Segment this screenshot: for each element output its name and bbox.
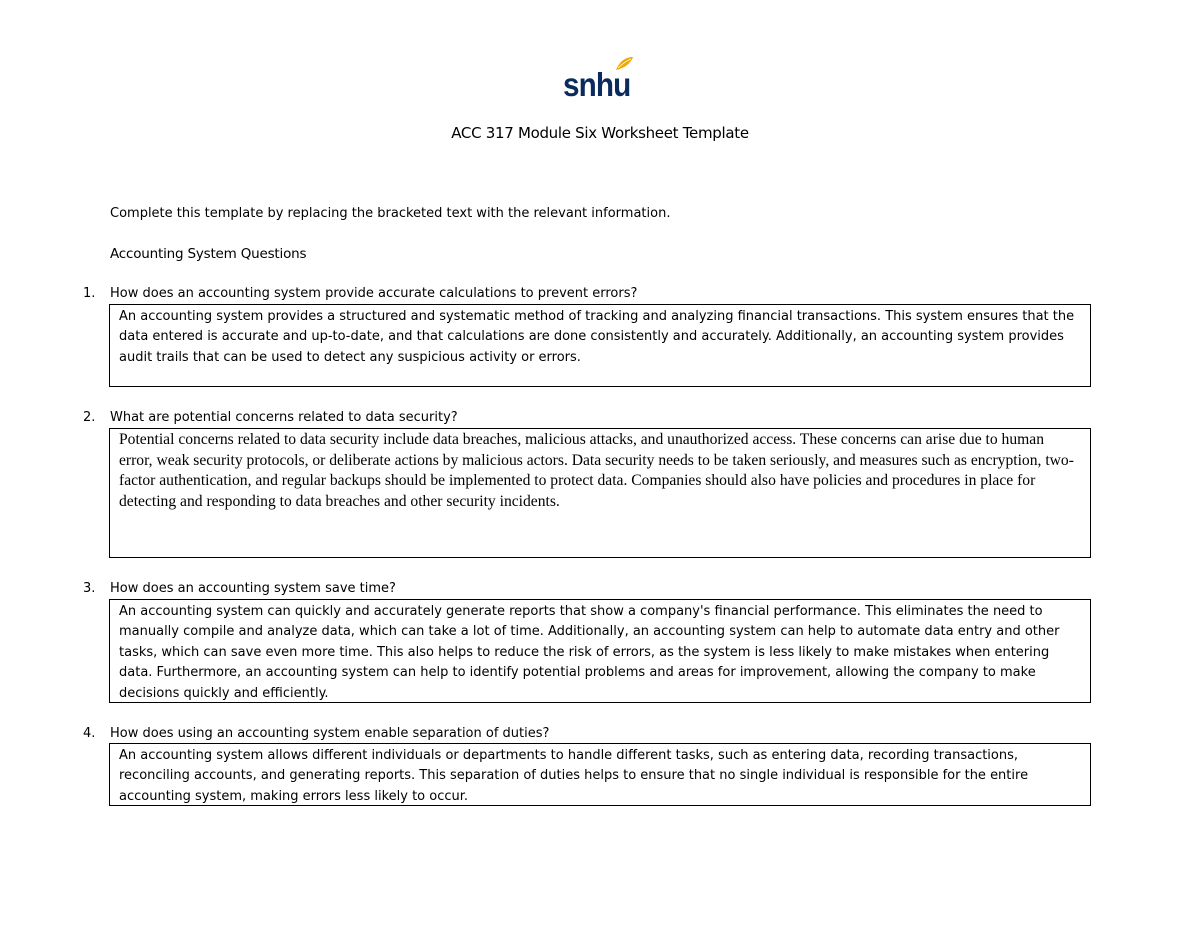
- question-text: How does an accounting system save time?: [110, 581, 396, 596]
- page-title: ACC 317 Module Six Worksheet Template: [451, 124, 749, 142]
- question-number: 4.: [83, 726, 96, 741]
- question-number: 1.: [83, 286, 96, 301]
- question-text: How does an accounting system provide accurate calculations to prevent errors?: [110, 286, 638, 301]
- snhu-logo: [563, 56, 635, 104]
- instructions-text: Complete this template by replacing the bracketed text with the relevant information.: [110, 206, 671, 221]
- answer-box[interactable]: An accounting system provides a structured and systematic method of tracking and analyzing financial transactions. This system ensures that the data entered is accurate and up-to-date, and that calculations are done consistently and accurately. Additionally, an accounting system provides audit trails that can be used to detect any suspicious activity or errors.: [109, 304, 1091, 387]
- answer-box[interactable]: Potential concerns related to data security include data breaches, malicious attacks, and unauthorized access. These concerns can arise due to human error, weak security protocols, or deliberate actions by malicious actors. Data security needs to be taken seriously, and measures such as encryption, two-factor authentication, and regular backups should be implemented to protect data. Companies should also have policies and procedures in place for detecting and responding to data breaches and other security incidents.: [109, 428, 1091, 558]
- question-number: 3.: [83, 581, 96, 596]
- logo-wordmark: snhu: [563, 66, 631, 103]
- section-heading: Accounting System Questions: [110, 246, 307, 262]
- answer-box[interactable]: An accounting system allows different individuals or departments to handle different tasks, such as entering data, recording transactions, reconciling accounts, and generating reports. This separation of duties helps to ensure that no single individual is responsible for the entire accounting system, making errors less likely to occur.: [109, 743, 1091, 806]
- question-text: What are potential concerns related to data security?: [110, 410, 458, 425]
- answer-box[interactable]: An accounting system can quickly and accurately generate reports that show a company's financial performance. This eliminates the need to manually compile and analyze data, which can take a lot of time. Additionally, an accounting system can help to automate data entry and other tasks, which can save even more time. This also helps to reduce the risk of errors, as the system is less likely to make mistakes when entering data. Furthermore, an accounting system can help to identify potential problems and areas for improvement, allowing the company to make decisions quickly and efficiently.: [109, 599, 1091, 703]
- question-text: How does using an accounting system enable separation of duties?: [110, 726, 550, 741]
- question-number: 2.: [83, 410, 96, 425]
